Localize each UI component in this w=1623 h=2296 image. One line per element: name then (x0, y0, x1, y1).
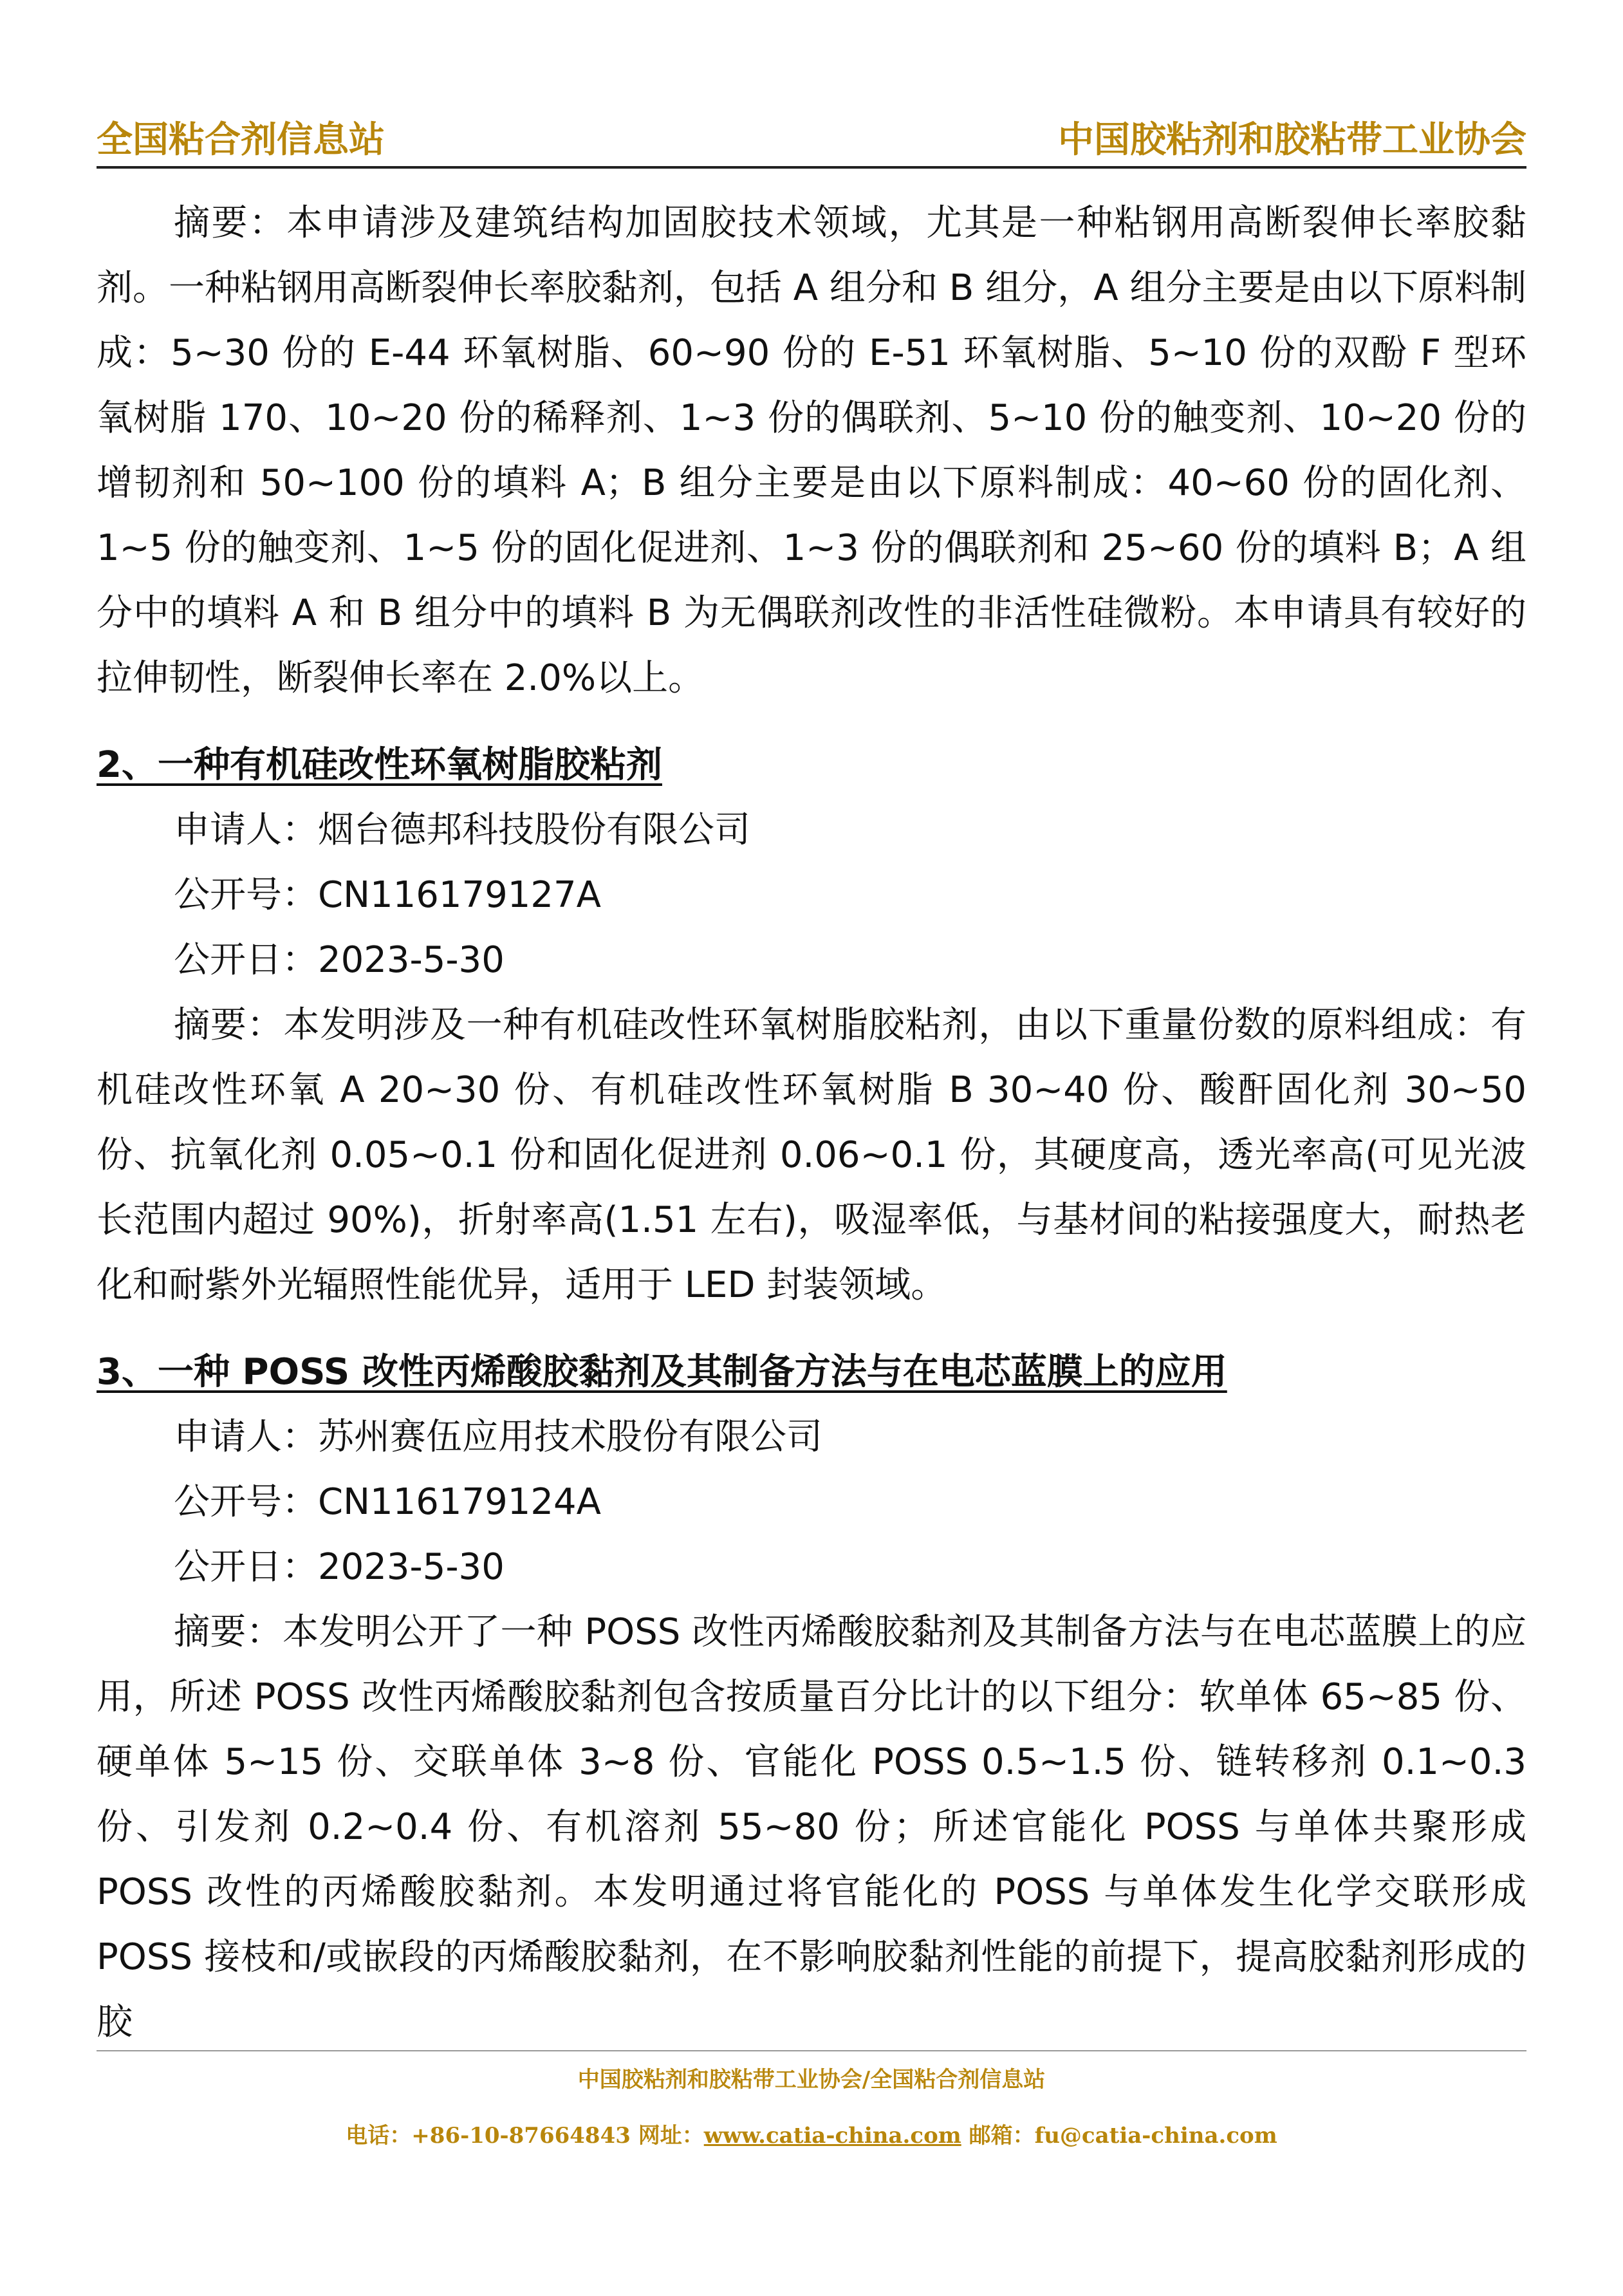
footer-organization: 中国胶粘剂和胶粘带工业协会/全国粘合剂信息站 (577, 2067, 1046, 2093)
section3-abstract: 摘要：本发明公开了一种 POSS 改性丙烯酸胶黏剂及其制备方法与在电芯蓝膜上的应用，所述 POSS 改性丙烯酸胶黏剂包含按质量百分比计的以下组分：软单体 65~85 份、硬单体 5~15 份、交联单体 3~8 份、官能化 POSS 0.5~1.5 份、链转移剂 0.1~0.3 份、引发剂 0.2~0.4 份、有机溶剂 55~80 份；所述官能化 POSS 与单体共聚形成 POSS 改性的丙烯酸胶黏剂。本发明通过将官能化的 POSS 与单体发生化学交联形成 POSS 接枝和/或嵌段的丙烯酸胶黏剂，在不影响胶黏剂性能的前提下，提高胶黏剂形成的胶 (97, 1611, 1526, 2043)
footer-website-link[interactable]: www.catia-china.com (703, 2123, 961, 2149)
footer-email: 邮箱：fu@catia-china.com (961, 2123, 1277, 2149)
page-header (97, 116, 1526, 169)
section2-pub-date: 公开日：2023-5-30 (174, 939, 505, 981)
section3-pub-no: 公开号：CN116179124A (174, 1481, 601, 1523)
document-body (97, 191, 1526, 2055)
section1-abstract: 摘要：本申请涉及建筑结构加固胶技术领域，尤其是一种粘钢用高断裂伸长率胶黏剂。一种粘钢用高断裂伸长率胶黏剂，包括 A 组分和 B 组分，A 组分主要是由以下原料制成：5~30 份的 E-44 环氧树脂、60~90 份的 E-51 环氧树脂、5~10 份的双酚 F 型环氧树脂 170、10~20 份的稀释剂、1~3 份的偶联剂、5~10 份的触变剂、10~20 份的增韧剂和 50~100 份的填料 A；B 组分主要是由以下原料制成：40~60 份的固化剂、1~5 份的触变剂、1~5 份的固化促进剂、1~3 份的偶联剂和 25~60 份的填料 B；A 组分中的填料 A 和 B 组分中的填料 B 为无偶联剂改性的非活性硅微粉。本申请具有较好的拉伸韧性，断裂伸长率在 2.0%以上。 (97, 202, 1526, 699)
footer-phone: 电话：+86-10-87664843 网址： (346, 2123, 704, 2149)
section2-title: 2、一种有机硅改性环氧树脂胶粘剂 (97, 744, 662, 786)
header-site-name: 全国粘合剂信息站 (97, 119, 385, 161)
section2-abstract: 摘要：本发明涉及一种有机硅改性环氧树脂胶粘剂，由以下重量份数的原料组成：有机硅改性环氧 A 20~30 份、有机硅改性环氧树脂 B 30~40 份、酸酐固化剂 30~50 份、抗氧化剂 0.05~0.1 份和固化促进剂 0.06~0.1 份，其硬度高，透光率高(可见光波长范围内超过 90%)，折射率高(1.51 左右)，吸湿率低，与基材间的粘接强度大，耐热老化和耐紫外光辐照性能优异，适用于 LED 封装领域。 (97, 1004, 1526, 1306)
section2-pub-no: 公开号：CN116179127A (174, 874, 601, 916)
section3-title: 3、一种 POSS 改性丙烯酸胶黏剂及其制备方法与在电芯蓝膜上的应用 (97, 1351, 1227, 1393)
footer-contact (0, 2118, 1623, 2149)
footer-divider (97, 2050, 1526, 2051)
section2-applicant: 申请人：烟台德邦科技股份有限公司 (174, 809, 750, 851)
section3-applicant: 申请人：苏州赛伍应用技术股份有限公司 (174, 1416, 822, 1458)
section3-pub-date: 公开日：2023-5-30 (174, 1546, 505, 1588)
header-association-name: 中国胶粘剂和胶粘带工业协会 (1058, 119, 1526, 161)
